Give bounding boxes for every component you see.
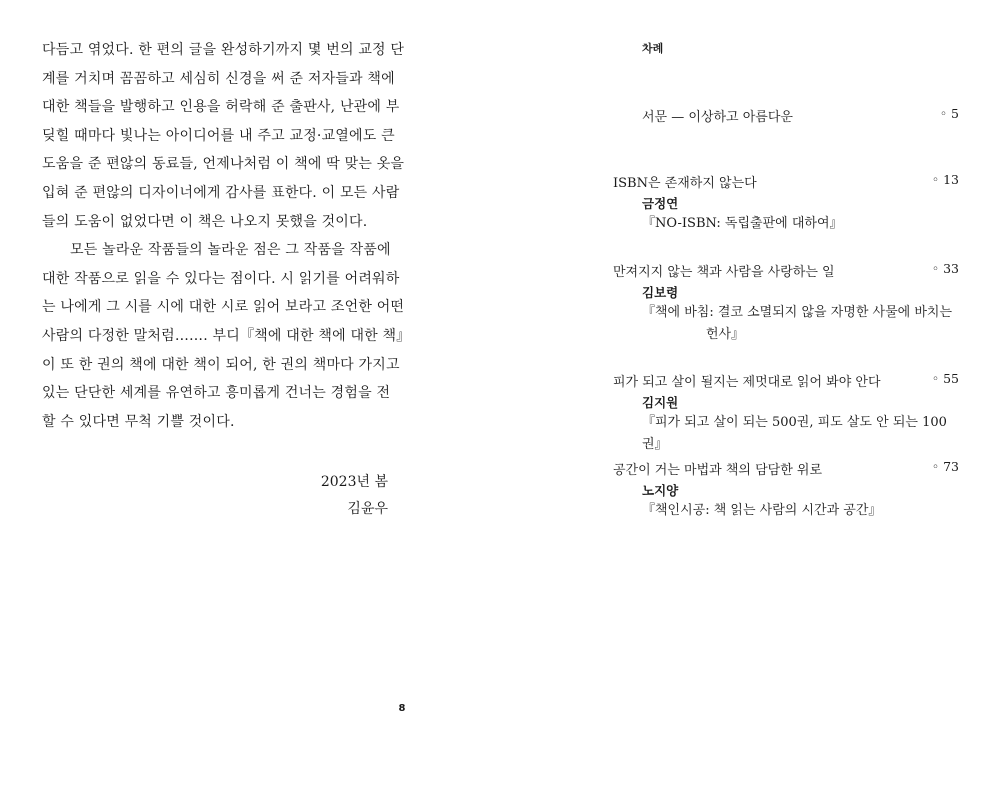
toc-entry-title: 피가 되고 살이 될지는 제멋대로 읽어 봐야 안다: [613, 375, 881, 390]
text-line: 계를 거치며 꼼꼼하고 세심히 신경을 써 준 저자들과 책에: [42, 70, 395, 87]
page-number: 8: [398, 703, 406, 714]
toc-entry-title: 공간이 거는 마법과 책의 담담한 위로: [613, 463, 823, 478]
text-line: 사람의 다정한 말처럼……. 부디『책에 대한 책에 대한 책』: [42, 327, 411, 344]
text-line: 들의 도움이 없었다면 이 책은 나오지 못했을 것이다.: [42, 213, 368, 230]
text-line: 입혀 준 편않의 디자이너에게 감사를 표한다. 이 모든 사람: [42, 184, 400, 201]
toc-entry-source: [642, 412, 962, 456]
toc-source-line: 『책인시공: 책 읽는 사람의 시간과 공간』: [642, 503, 882, 518]
toc-entry-source: [642, 302, 962, 346]
text-line: 이 또 한 권의 책에 대한 책이 되어, 한 권의 책마다 가지고: [42, 356, 400, 373]
toc-entry-page: ◦ 73: [931, 459, 959, 474]
text-line: 대한 작품으로 읽을 수 있다는 점이다. 시 읽기를 어려워하: [42, 270, 400, 287]
text-line: 는 나에게 그 시를 시에 대한 시로 읽어 보라고 조언한 어떤: [42, 299, 405, 316]
toc-page: [500, 0, 1000, 791]
text-line: 딪힐 때마다 빛나는 아이디어를 내 주고 교정·교열에도 큰: [42, 127, 395, 144]
text-line: 있는 단단한 세계를 유연하고 흥미롭게 건너는 경험을 전: [42, 385, 391, 402]
toc-source-line: 헌사』: [706, 327, 745, 342]
toc-entry-page: ◦ 5: [939, 106, 959, 121]
toc-entry-author: 노지양: [642, 483, 679, 498]
toc-entry-author: 김보령: [642, 285, 679, 300]
toc-entry-source: [642, 500, 962, 522]
preface-body: [42, 36, 411, 436]
toc-entry-page: ◦ 55: [931, 371, 959, 386]
text-line: 도움을 준 편않의 동료들, 언제나처럼 이 책에 딱 맞는 옷을: [42, 156, 405, 173]
text-line: 할 수 있다면 무척 기쁠 것이다.: [42, 413, 235, 430]
toc-heading: 차례: [642, 42, 664, 55]
text-line: 대한 책들을 발행하고 인용을 허락해 준 출판사, 난관에 부: [42, 99, 400, 116]
toc-entry-title: ISBN은 존재하지 않는다: [613, 176, 757, 191]
toc-entry-author: 김지원: [642, 395, 679, 410]
toc-entry-page: ◦ 13: [931, 172, 959, 187]
toc-source-line: 『NO-ISBN: 독립출판에 대하여』: [642, 216, 843, 231]
toc-entry-author: 금정연: [642, 196, 679, 211]
toc-entry-source: [642, 213, 962, 235]
toc-source-line: 『책에 바침: 결코 소멸되지 않을 자명한 사물에 바치는: [642, 305, 953, 320]
text-line: 모든 놀라운 작품들의 놀라운 점은 그 작품을 작품에: [70, 242, 391, 259]
toc-entry-title: 만져지지 않는 책과 사람을 사랑하는 일: [613, 265, 835, 280]
toc-entry-title: 서문 — 이상하고 아름다운: [642, 110, 793, 125]
toc-entry-page: ◦ 33: [931, 261, 959, 276]
signature-date: 2023년 봄: [320, 474, 388, 490]
signature-author: 김윤우: [347, 501, 388, 517]
text-line: 다듬고 엮었다. 한 편의 글을 완성하기까지 몇 번의 교정 단: [42, 42, 405, 58]
toc-source-line: 『피가 되고 살이 되는 500권, 피도 살도 안 되는 100권』: [642, 415, 947, 452]
